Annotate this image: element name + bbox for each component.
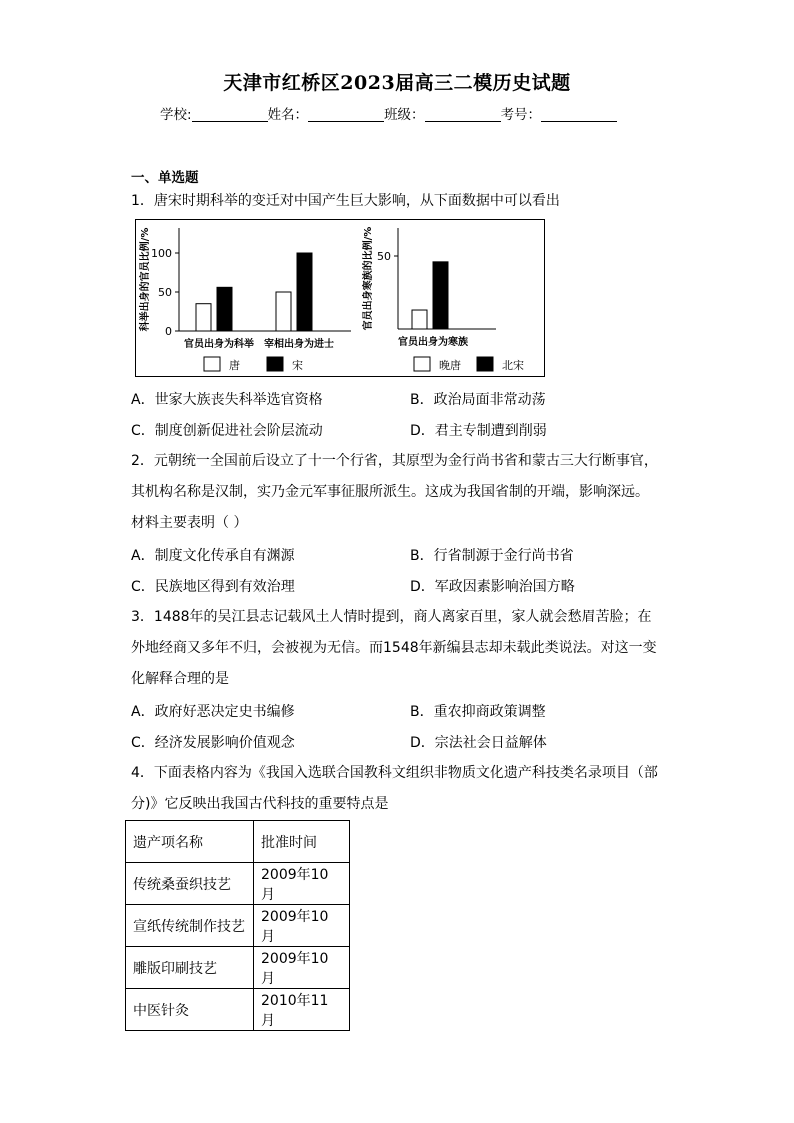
table-cell: 传统桑蚕织技艺 [126,863,254,905]
legend-swatch [477,357,493,371]
table-header: 批准时间 [254,821,350,863]
bar-晚唐 [412,310,427,329]
y-tick-label: 50 [377,250,391,263]
q3-option-a[interactable]: A．政府好恶决定史书编修 [131,704,295,720]
x-category-label: 宰相出身为进士 [264,339,334,350]
q2-option-b[interactable]: B．行省制源于金行尚书省 [410,548,574,564]
y-axis-label: 科举出身的官员比例/% [140,227,151,332]
legend-label: 唐 [229,359,240,372]
q1-option-d[interactable]: D．君主专制遭到削弱 [410,423,547,439]
table-row [126,863,350,905]
school-label: 学校: [160,107,192,123]
heritage-table [125,820,350,1031]
question-4-stem: 4．下面表格内容为《我国入选联合国教科文组织非物质文化遗产科技类名录项目（部分)》它反映出我国古代科技的重要特点是 [131,765,658,812]
q2-option-c[interactable]: C．民族地区得到有效治理 [131,579,295,595]
table-row [126,947,350,989]
table-cell: 宣纸传统制作技艺 [126,905,254,947]
y-tick-label: 100 [151,247,172,260]
q1-option-b[interactable]: B．政治局面非常动荡 [410,392,546,408]
legend-swatch [414,357,430,371]
bar-宋 [217,287,232,331]
name-blank[interactable] [308,107,384,122]
page-title: 天津市红桥区2023届高三二模历史试题 [223,72,571,94]
table-header-row [126,821,350,863]
table-row [126,989,350,1031]
table-header: 遗产项名称 [126,821,254,863]
legend-label: 宋 [292,359,303,372]
q3-option-b[interactable]: B．重农抑商政策调整 [410,704,546,720]
question-2-stem: 2．元朝统一全国前后设立了十一个行省，其原型为金行尚书省和蒙古三大行断事官，其机构名称是汉制，实乃金元军事征服所派生。这成为我国省制的开端，影响深远。材料主要表明（ ） [131,453,658,531]
school-blank[interactable] [192,107,268,122]
legend-label: 北宋 [502,359,524,372]
question-3-stem: 3．1488年的吴江县志记载风土人情时提到，商人离家百里，家人就会愁眉苦脸；在外地经商又多年不归，会被视为无信。而1548年新编县志却未载此类说法。对这一变化解释合理的是 [131,609,657,687]
q1-option-c[interactable]: C．制度创新促进社会阶层流动 [131,423,323,439]
table-cell: 2009年10月 [254,863,350,905]
y-axis-label: 官员出身寒族的比例/% [363,226,374,331]
table-cell: 2009年10月 [254,905,350,947]
q2-option-d[interactable]: D．军政因素影响治国方略 [410,579,575,595]
q1-option-a[interactable]: A．世家大族丧失科举选官资格 [131,392,323,408]
table-cell: 2010年11月 [254,989,350,1031]
table-row [126,905,350,947]
bar-唐 [276,292,291,331]
bar-北宋 [433,262,448,329]
q3-option-d[interactable]: D．宗法社会日益解体 [410,735,547,751]
class-label: 班级： [384,107,425,123]
y-tick-label: 0 [165,325,172,338]
section-heading: 一、单选题 [131,170,199,186]
question-1-stem: 1．唐宋时期科举的变迁对中国产生巨大影响，从下面数据中可以看出 [131,193,560,209]
tang-song-charts [136,220,543,375]
bar-宋 [297,253,312,331]
class-blank[interactable] [425,107,501,122]
q3-option-c[interactable]: C．经济发展影响价值观念 [131,735,295,751]
x-category-label: 官员出身为科举 [184,339,254,350]
legend-label: 晚唐 [439,359,461,372]
table-cell: 雕版印刷技艺 [126,947,254,989]
name-label: 姓名： [267,107,309,123]
question-1-figure [135,219,545,377]
legend-swatch [267,357,283,371]
table-cell: 2009年10月 [254,947,350,989]
exam-no-label: 考号： [500,107,542,123]
legend-swatch [204,357,220,371]
q2-option-a[interactable]: A．制度文化传承自有渊源 [131,548,295,564]
bar-唐 [196,304,211,331]
exam-no-blank[interactable] [541,107,617,122]
y-tick-label: 50 [158,286,172,299]
student-info-line [160,103,617,123]
table-cell: 中医针灸 [126,989,254,1031]
x-category-label: 官员出身为寒族 [398,337,468,348]
